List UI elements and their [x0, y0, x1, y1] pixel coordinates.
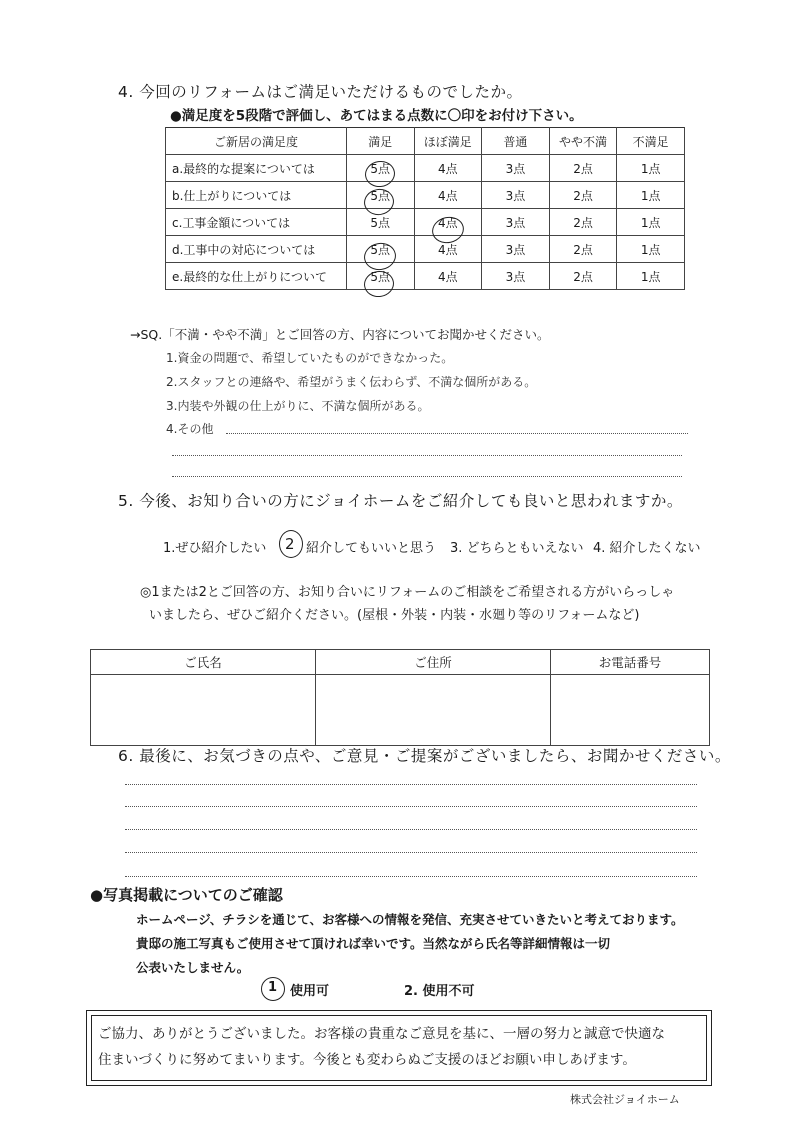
q4-title: 4. 今回のリフォームはご満足いただけるものでしたか。 — [118, 83, 523, 101]
contact-input-row — [91, 675, 710, 746]
name-field[interactable] — [91, 675, 316, 746]
score-3[interactable]: 3点 — [482, 182, 550, 209]
photo-text-line-2: 貴邸の施工写真もご使用させて頂ければ幸いです。当然ながら氏名等詳細情報は一切 — [136, 936, 611, 951]
q5-option-3[interactable]: 3. どちらともいえない — [450, 541, 584, 556]
sq-option-other: 4.その他 — [166, 422, 214, 436]
score-3[interactable]: 3点 — [482, 209, 550, 236]
score-4[interactable]: 4点 — [414, 236, 482, 263]
score-4[interactable]: 4点 — [414, 209, 482, 236]
closing-line-2: 住まいづくりに努めてまいります。今後とも変わらぬご支援のほどお願い申しあげます。 — [98, 1052, 636, 1068]
satisfaction-table — [165, 127, 685, 290]
score-4[interactable]: 4点 — [414, 155, 482, 182]
score-5[interactable]: 5点 — [346, 155, 414, 182]
photo-option-2[interactable]: 2. 使用不可 — [404, 984, 475, 999]
sq-option: 3.内装や外観の仕上がりに、不満な個所がある。 — [166, 399, 430, 413]
table-row — [166, 209, 685, 236]
score-5[interactable]: 5点 — [346, 263, 414, 290]
q5-note-line-1: ◎1または2とご回答の方、お知り合いにリフォームのご相談をご希望される方がいらっしゃ — [140, 585, 675, 600]
score-3[interactable]: 3点 — [482, 155, 550, 182]
photo-option-1-number[interactable]: 1 — [268, 980, 278, 995]
table-row — [166, 182, 685, 209]
photo-title: ●写真掲載についてのご確認 — [90, 886, 283, 904]
table-row — [166, 236, 685, 263]
q4-instruction: ●満足度を5段階で評価し、あてはまる点数に〇印をお付け下さい。 — [170, 108, 583, 124]
contact-header-address: ご住所 — [316, 650, 551, 675]
score-1[interactable]: 1点 — [617, 236, 685, 263]
score-2[interactable]: 2点 — [549, 209, 617, 236]
table-row — [166, 263, 685, 290]
photo-text-line-3: 公表いたしません。 — [136, 960, 250, 975]
score-5[interactable]: 5点 — [346, 182, 414, 209]
answer-line[interactable] — [125, 852, 697, 853]
phone-field[interactable] — [551, 675, 710, 746]
answer-line[interactable] — [125, 876, 697, 877]
row-item: e.最終的な仕上がりについて — [166, 263, 347, 290]
sq-option: 2.スタッフとの連絡や、希望がうまく伝わらず、不満な個所がある。 — [166, 375, 537, 389]
answer-line[interactable] — [125, 829, 697, 830]
photo-option-1[interactable]: 使用可 — [290, 984, 330, 999]
score-1[interactable]: 1点 — [617, 182, 685, 209]
score-2[interactable]: 2点 — [549, 155, 617, 182]
header-category: ご新居の満足度 — [166, 128, 347, 155]
row-item: d.工事中の対応については — [166, 236, 347, 263]
table-header-row — [166, 128, 685, 155]
score-3[interactable]: 3点 — [482, 236, 550, 263]
q5-title: 5. 今後、お知り合いの方にジョイホームをご紹介しても良いと思われますか。 — [118, 492, 683, 510]
contact-table — [90, 649, 710, 746]
score-3[interactable]: 3点 — [482, 263, 550, 290]
contact-header-name: ご氏名 — [91, 650, 316, 675]
q5-option-2[interactable]: 紹介してもいいと思う — [306, 541, 437, 556]
score-1[interactable]: 1点 — [617, 155, 685, 182]
closing-line-1: ご協力、ありがとうございました。お客様の貴重なご意見を基に、一層の努力と誠意で快適な — [98, 1026, 665, 1042]
photo-text-line-1: ホームページ、チラシを通じて、お客様への情報を発信、充実させていきたいと考えております。 — [136, 912, 684, 927]
table-row — [166, 155, 685, 182]
q5-option-2-number[interactable]: 2 — [285, 535, 295, 553]
row-item: a.最終的な提案については — [166, 155, 347, 182]
score-1[interactable]: 1点 — [617, 209, 685, 236]
score-5[interactable]: 5点 — [346, 209, 414, 236]
header-somewhat-dissatisfied: やや不満 — [549, 128, 617, 155]
address-field[interactable] — [316, 675, 551, 746]
answer-line[interactable] — [172, 455, 682, 456]
score-2[interactable]: 2点 — [549, 182, 617, 209]
row-item: c.工事金額については — [166, 209, 347, 236]
q5-note-line-2: いましたら、ぜひご紹介ください。(屋根・外装・内装・水廻り等のリフォームなど) — [149, 608, 640, 623]
row-item: b.仕上がりについては — [166, 182, 347, 209]
answer-line[interactable] — [172, 476, 682, 477]
contact-header-phone: お電話番号 — [551, 650, 710, 675]
score-2[interactable]: 2点 — [549, 236, 617, 263]
header-dissatisfied: 不満足 — [617, 128, 685, 155]
answer-line[interactable] — [125, 784, 697, 785]
score-4[interactable]: 4点 — [414, 182, 482, 209]
header-neutral: 普通 — [482, 128, 550, 155]
header-mostly-satisfied: ほぼ満足 — [414, 128, 482, 155]
q6-title: 6. 最後に、お気づきの点や、ご意見・ご提案がございましたら、お聞かせください。 — [118, 747, 731, 765]
answer-line[interactable] — [125, 806, 697, 807]
sq-option: 1.資金の問題で、希望していたものができなかった。 — [166, 351, 454, 365]
company-name: 株式会社ジョイホーム — [570, 1093, 680, 1106]
score-2[interactable]: 2点 — [549, 263, 617, 290]
answer-line[interactable] — [226, 433, 688, 434]
score-5[interactable]: 5点 — [346, 236, 414, 263]
sq-title: →SQ.「不満・やや不満」とご回答の方、内容についてお聞かせください。 — [130, 327, 550, 342]
q5-option-1[interactable]: 1.ぜひ紹介したい — [163, 541, 267, 556]
score-1[interactable]: 1点 — [617, 263, 685, 290]
q5-option-4[interactable]: 4. 紹介したくない — [593, 541, 701, 556]
contact-header-row — [91, 650, 710, 675]
header-satisfied: 満足 — [346, 128, 414, 155]
score-4[interactable]: 4点 — [414, 263, 482, 290]
